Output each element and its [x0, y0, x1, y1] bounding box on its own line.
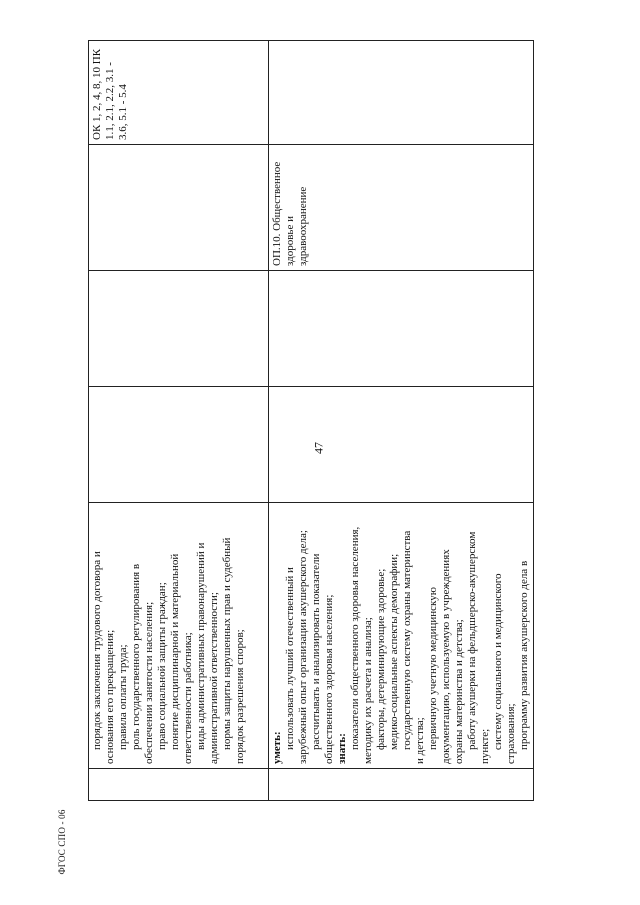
page-number: 47 — [311, 442, 326, 454]
skills-knowledge-cell — [269, 503, 534, 769]
rotated-page-content — [88, 41, 530, 801]
text-line: порядок разрешения споров; — [234, 629, 246, 764]
knowledge-cell — [89, 503, 269, 769]
knowledge-list — [91, 507, 247, 764]
text-line: и детства; — [414, 717, 426, 764]
text-line: показатели общественного здоровья населения, — [349, 526, 361, 750]
text-line: документацию, используемую в учреждениях — [440, 549, 452, 764]
hours-cell — [269, 271, 534, 387]
text-line: порядок заключения трудового договора и — [91, 551, 103, 750]
knowledge-list — [349, 507, 531, 764]
competencies-text: ОК 1, 2, 4, 8, 10 ПК 1.1, 2.1, 2.2, 3.1 - 3.6, 5.1 - 5.4 — [91, 48, 129, 140]
text-line: зарубежный опыт организации акушерского дела; — [297, 530, 309, 764]
table-row — [89, 41, 269, 801]
rotated-table-container — [88, 41, 530, 801]
text-line: первичную учетную медицинскую — [427, 587, 439, 750]
text-line: право социальной защиты граждан; — [156, 582, 168, 750]
text-line: понятие дисциплинарной и материальной — [169, 553, 181, 750]
hours-cell — [89, 387, 269, 503]
text-line: использовать лучший отечественный и — [284, 567, 296, 750]
text-line: методику их расчета и анализа; — [362, 617, 374, 764]
text-line: охраны материнства и детства; — [453, 619, 465, 764]
text-line: ответственности работника; — [182, 632, 194, 764]
text-line: систему социального и медицинского — [492, 573, 504, 750]
text-line: работу акушерки на фельдшерско-акушерском — [466, 531, 478, 750]
text-line: обеспечении занятости населения; — [143, 601, 155, 764]
discipline-text: ОП.10. Общественное здоровье и здравоохранение — [271, 161, 309, 266]
text-line: страхования; — [505, 703, 517, 764]
knowledge-heading: знать: — [336, 733, 348, 764]
text-line: общественного здоровья населения; — [323, 594, 335, 764]
skills-heading: уметь: — [271, 731, 283, 764]
discipline-cell — [269, 145, 534, 271]
competencies-cell — [89, 41, 269, 145]
text-line: административной ответственности; — [208, 592, 220, 764]
text-line: нормы защиты нарушенных прав и судебный — [221, 537, 233, 750]
table-row — [269, 41, 534, 801]
hours-cell — [89, 271, 269, 387]
hours-cell — [269, 387, 534, 503]
index-cell — [89, 769, 269, 801]
text-line: рассчитывать и анализировать показатели — [310, 553, 322, 750]
text-line: государственную систему охраны материнства — [401, 530, 413, 750]
footer-code: ФГОС СПО - 06 — [57, 809, 67, 875]
text-line: медико-социальные аспекты демографии; — [388, 553, 400, 750]
discipline-cell — [89, 145, 269, 271]
text-line: роль государственного регулирования в — [130, 563, 142, 750]
text-line: правила оплаты труда; — [117, 644, 129, 750]
competencies-cell — [269, 41, 534, 145]
index-cell — [269, 769, 534, 801]
text-line: программу развития акушерского дела в — [518, 560, 530, 750]
curriculum-table — [88, 40, 534, 801]
text-line: основания его прекращения; — [104, 629, 116, 764]
text-line: виды административных правонарушений и — [195, 542, 207, 750]
text-line: факторы, детерминирующие здоровье; — [375, 568, 387, 750]
skills-list — [284, 507, 336, 764]
text-line: пункте; — [479, 728, 491, 764]
